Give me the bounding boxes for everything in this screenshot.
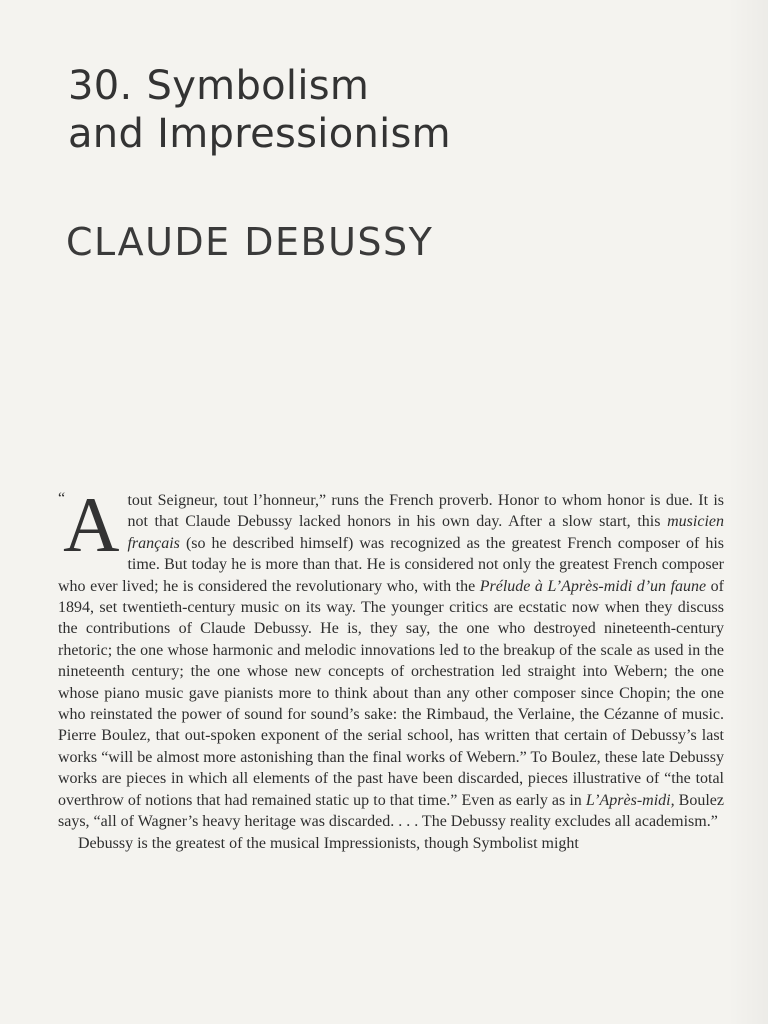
paragraph-1-italic-1: musicien français [127,513,724,552]
paragraph-1-italic-2: Prélude à L’Après-midi d’un faune [479,577,707,595]
drop-cap: A [63,481,120,568]
chapter-title-line1 [68,62,668,110]
page-edge [728,0,768,1024]
composer-heading: CLAUDE DEBUSSY [66,220,434,264]
chapter-title-line2: and Impressionism [68,111,451,157]
paragraph-1-text-4: Boulez says, “all of Wagner’s heavy heritage was discarded. . . . The Debussy reality excludes all academism.” [58,791,724,831]
paragraph-1-italic-3: L’Après-midi, [585,791,675,809]
paragraph-1-text-3: of 1894, set twentieth-century music on its way. The younger critics are ecstatic now when they discuss the contributions of Claude Debussy. He is, they say, the one who destroyed nineteenth-century rhetoric; the one whose harmonic and melodic innovations led to the breakup of the scale as used in the nineteenth century; the one whose new concepts of orchestration led straight into Webern; the one whose piano music gave pianists more to think about than any other composer since Chopin; the one who reinstated the power of sound for sound’s sake: the Rimbaud, the Verlaine, the Cézanne of music. Pierre Boulez, that out-spoken exponent of the serial school, has written that certain of Debussy’s last works “will be almost more astonishing than the final works of Webern.” To Boulez, these late Debussy works are pieces in which all elements of the past have been discarded, pieces illustrative of “the total overthrow of notions that had remained static up to that time.” Even as early as in [58,577,725,809]
chapter-title-main: Symbolism [146,63,370,109]
paragraph-1 [58,481,725,833]
body-text [58,481,725,854]
paragraph-1-text-1: tout Seigneur, tout l’honneur,” runs the French proverb. Honor to whom honor is due. It is not that Claude Debussy lacked honors in his own day. After a slow start, this [127,492,724,531]
paragraph-1-text-2: (so he described himself) was recognized as the greatest French composer of his time. But today he is more than that. He is considered not only the greatest French composer who ever lived; he is considered the revolutionary who, with the [58,534,724,595]
paragraph-2: Debussy is the greatest of the musical Impressionists, though Symbolist might [78,834,579,852]
chapter-title [68,62,668,158]
opening-quote: “ [58,490,66,507]
chapter-number: 30. [68,63,133,109]
